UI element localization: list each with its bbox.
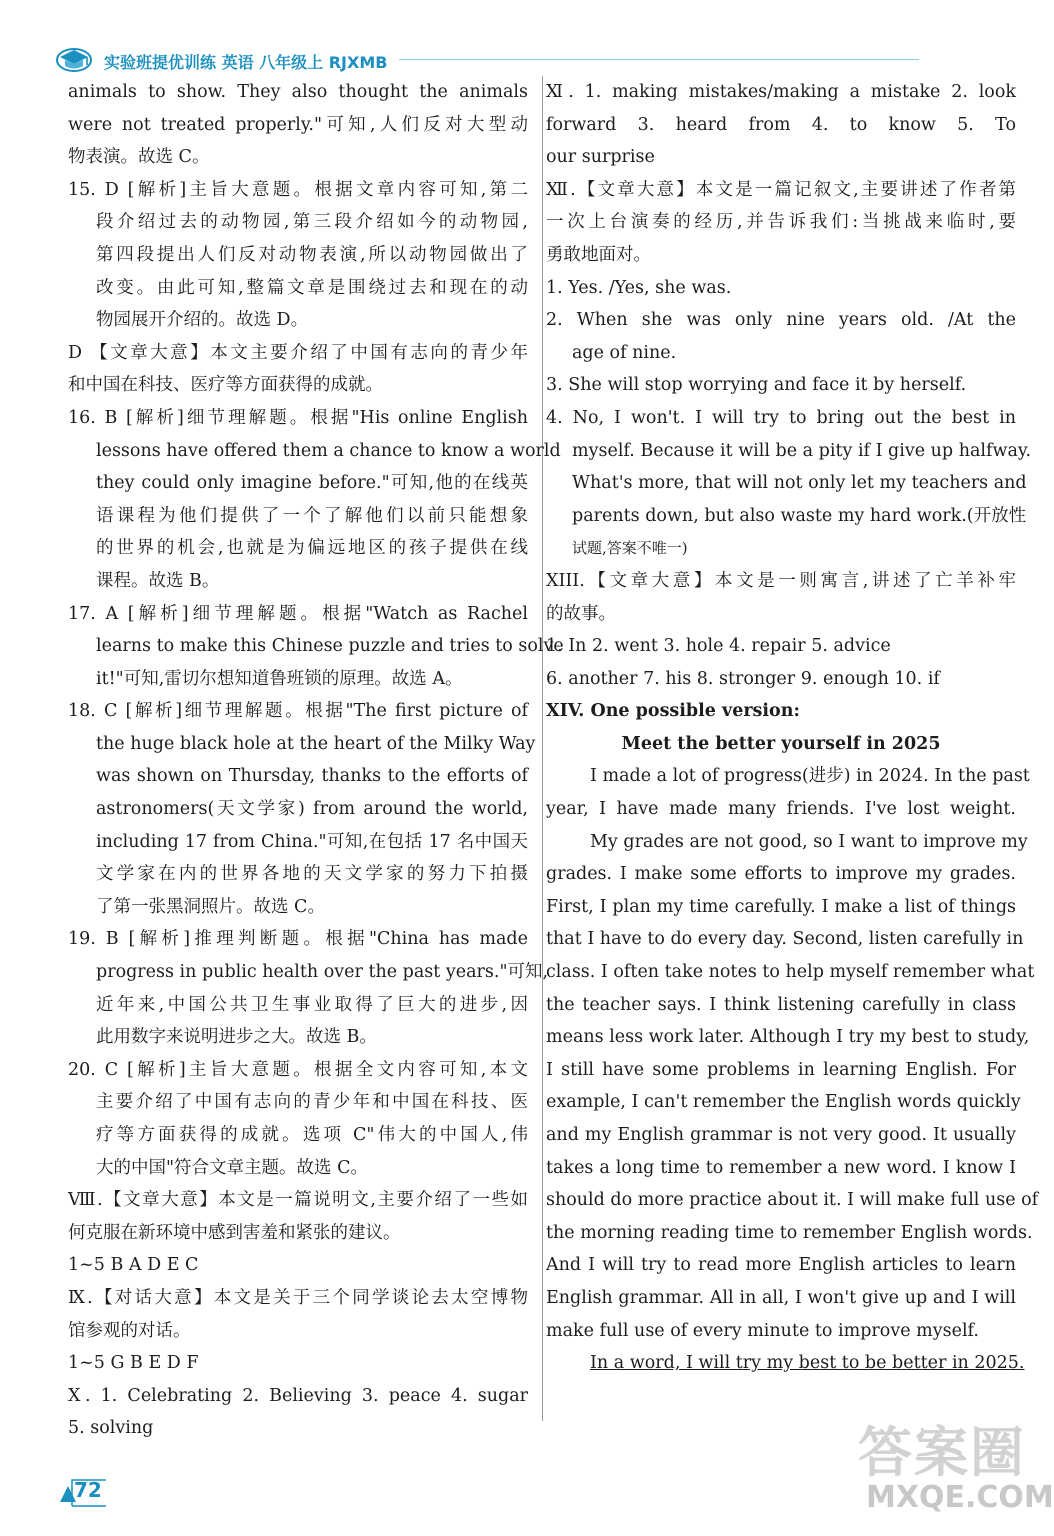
header-rule (399, 59, 919, 60)
answer-17: 17. A [解析]细节理解题。根据"Watch as Rachel (68, 603, 528, 624)
section-9-answers: 1~5 G B E D F (68, 1353, 199, 1374)
section-8-summary: Ⅷ.【文章大意】本文是一篇说明文,主要介绍了一些如 (68, 1190, 528, 1211)
text-line: 物园展开介绍的。故选 D。 (96, 310, 309, 331)
text-line: astronomers(天文学家) from around the world, (96, 799, 528, 820)
text-line: 主要介绍了中国有志向的青少年和中国在科技、医 (96, 1092, 528, 1113)
page-number-badge (58, 1478, 148, 1508)
section-13-answers: 1. In 2. went 3. hole 4. repair 5. advice (546, 636, 891, 657)
text-line: 此用数字来说明进步之大。故选 B。 (96, 1027, 377, 1048)
essay-line: example, I can't remember the English words quickly (546, 1092, 1021, 1113)
text-line: progress in public health over the past years."可知, (96, 962, 549, 983)
essay-line: First, I plan my time carefully. I make a list of things (546, 896, 1016, 917)
text-line: 文学家在内的世界各地的天文学家的努力下拍摄 (96, 864, 528, 885)
left-column (68, 76, 564, 1445)
essay-line: takes a long time to remember a new word. I know I (546, 1157, 1016, 1178)
text-line: 的故事。 (546, 603, 616, 624)
text-line: 物表演。故选 C。 (68, 147, 210, 168)
text-line: 第四段提出人们反对动物表演,所以动物园做出了 (96, 244, 528, 265)
text-line: 和中国在科技、医疗等方面获得的成就。 (68, 375, 383, 396)
text-line: 段介绍过去的动物园,第三段介绍如今的动物园, (96, 212, 528, 233)
text-line: myself. Because it will be a pity if I give up halfway. (572, 440, 1032, 461)
section-13-answers: 6. another 7. his 8. stronger 9. enough 10. if (546, 668, 940, 689)
text-line: 疗等方面获得的成就。选项 C"伟大的中国人,伟 (96, 1125, 528, 1145)
essay-title: Meet the better yourself in 2025 (621, 733, 941, 754)
essay-line: means less work later. Although I try my best to study, (546, 1027, 1030, 1048)
page-number: 72 (74, 1478, 102, 1502)
column-divider (542, 76, 543, 1421)
text-line: 改变。由此可知,整篇文章是围绕过去和现在的动 (96, 277, 528, 298)
right-column (546, 76, 1039, 1380)
text-line: 语课程为他们提供了一个了解他们以前只能想象 (96, 505, 528, 526)
answer-18: 18. C [解析]细节理解题。根据"The first picture of (68, 701, 528, 722)
text-line: 馆参观的对话。 (68, 1320, 191, 1341)
text-line: our surprise (546, 147, 655, 168)
essay-line: And I will try to read more English articles to learn (546, 1255, 1016, 1276)
text-line: 大的中国"符合文章主题。故选 C。 (96, 1157, 369, 1178)
watermark-en: MXQE.COM (866, 1480, 1054, 1515)
text-line: 了第一张黑洞照片。故选 C。 (96, 896, 325, 917)
site-watermark (840, 1410, 1054, 1530)
text-line: learns to make this Chinese puzzle and tries to solve (96, 636, 564, 657)
essay-line: English grammar. All in all, I won't give up and I will (546, 1287, 1016, 1308)
text-line: 一次上台演奏的经历,并告诉我们:当挑战来临时,要 (546, 212, 1016, 233)
text-line: it!"可知,雷切尔想知道鲁班锁的原理。故选 A。 (96, 668, 463, 689)
section-8-answers: 1~5 B A D E C (68, 1255, 199, 1276)
essay-line: make full use of every minute to improve myself. (546, 1320, 979, 1341)
graduation-cap-icon (54, 44, 94, 74)
passage-d-summary: D 【文章大意】本文主要介绍了中国有志向的青少年 (68, 342, 528, 363)
text-line: forward 3. heard from 4. to know 5. To (546, 114, 1016, 135)
text-line: 5. solving (68, 1418, 154, 1439)
essay-line: the teacher says. I think listening carefully in class (546, 994, 1016, 1015)
answer-19: 19. B [解析]推理判断题。根据"China has made (68, 929, 528, 950)
text-line: What's more, that will not only let my teachers and (572, 473, 1027, 494)
essay-line: the morning reading time to remember English words. (546, 1222, 1033, 1243)
section-10-answers: Ⅹ. 1. Celebrating 2. Believing 3. peace 4. sugar (68, 1385, 528, 1406)
text-line: 试题,答案不唯一) (572, 539, 688, 558)
text-line: were not treated properly."可知,人们反对大型动 (68, 114, 528, 135)
answer-15: 15. D [解析]主旨大意题。根据文章内容可知,第二 (68, 179, 528, 200)
section-11-answers: Ⅺ. 1. making mistakes/making a mistake 2. look (546, 82, 1016, 102)
essay-line: My grades are not good, so I want to improve my (590, 831, 1028, 852)
section-13-summary: XIII.【文章大意】本文是一则寓言,讲述了亡羊补牢 (546, 570, 1016, 591)
text-line: they could only imagine before."可知,他的在线英 (96, 473, 528, 494)
watermark-cn: 答案圈 (858, 1421, 1026, 1484)
essay-line: I still have some problems in learning English. For (546, 1059, 1016, 1080)
answer-line: 4. No, I won't. I will try to bring out the best in (546, 407, 1016, 428)
essay-line: grades. I make some efforts to improve my grades. (546, 864, 1016, 885)
text-line: 课程。故选 B。 (96, 570, 220, 591)
essay-line: I made a lot of progress(进步) in 2024. In the past (590, 766, 1030, 787)
text-line: lessons have offered them a chance to know a world (96, 440, 561, 461)
header-title: 实验班提优训练 英语 八年级上 RJXMB (104, 53, 388, 72)
answer-20: 20. C [解析]主旨大意题。根据全文内容可知,本文 (68, 1059, 528, 1080)
text-line: 勇敢地面对。 (546, 244, 651, 265)
section-14-label: XIV. One possible version: (546, 701, 800, 722)
text-line: 的世界的机会,也就是为偏远地区的孩子提供在线 (96, 538, 528, 559)
essay-line: year, I have made many friends. I've lost weight. (546, 799, 1016, 820)
text-line: age of nine. (572, 342, 677, 363)
text-line: including 17 from China."可知,在包括 17 名中国天 (96, 831, 528, 852)
essay-line: class. I often take notes to help myself remember what (546, 962, 1035, 983)
text-line: parents down, but also waste my hard work.(开放性 (572, 505, 1027, 526)
answer-16: 16. B [解析]细节理解题。根据"His online English (68, 407, 528, 428)
essay-line: should do more practice about it. I will make full use of (546, 1190, 1039, 1211)
text-line: 何克服在新环境中感到害羞和紧张的建议。 (68, 1222, 401, 1243)
essay-closing-line: In a word, I will try my best to be better in 2025. (590, 1353, 1025, 1374)
text-line: 近年来,中国公共卫生事业取得了巨大的进步,因 (96, 994, 528, 1015)
section-12-summary: Ⅻ.【文章大意】本文是一篇记叙文,主要讲述了作者第 (546, 179, 1016, 200)
essay-line: and my English grammar is not very good. It usually (546, 1125, 1016, 1145)
text-line: animals to show. They also thought the animals (68, 82, 528, 102)
essay-line: that I have to do every day. Second, listen carefully in (546, 929, 1024, 950)
answer-line: 2. When she was only nine years old. /At the (546, 310, 1016, 331)
text-line: the huge black hole at the heart of the Milky Way (96, 733, 536, 754)
section-9-summary: Ⅸ.【对话大意】本文是关于三个同学谈论去太空博物 (68, 1287, 528, 1308)
page-header (54, 44, 1014, 74)
text-line: was shown on Thursday, thanks to the efforts of (96, 766, 528, 787)
answer-line: 3. She will stop worrying and face it by herself. (546, 375, 967, 396)
answer-line: 1. Yes. /Yes, she was. (546, 277, 732, 298)
